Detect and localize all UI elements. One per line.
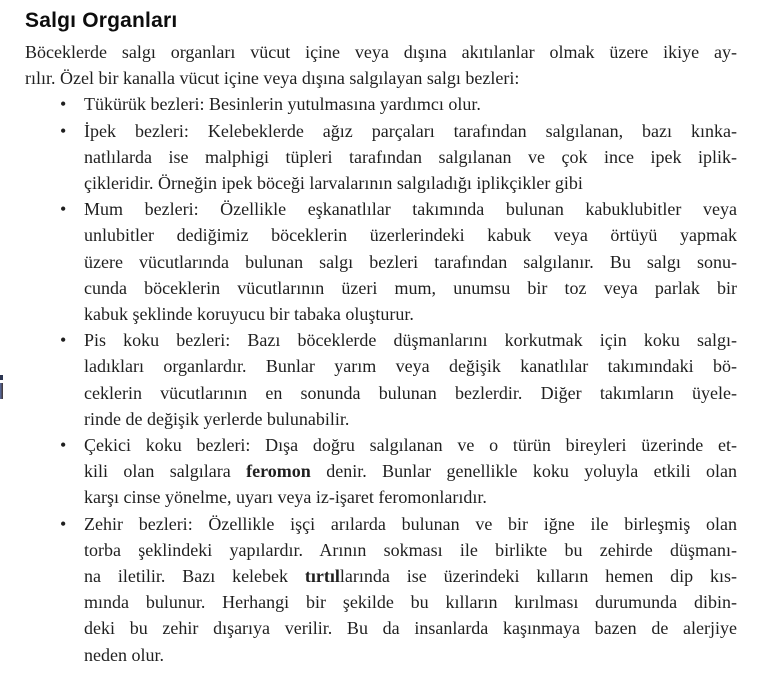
list-item-line: ladıkları organlardır. Bunlar yarım veya değişik kanatlılar takımındaki bö-: [84, 356, 737, 377]
list-item-tukuruk-bezleri: [25, 91, 737, 117]
list-item-pis-koku-bezleri: [25, 327, 737, 432]
list-item-line: karşı cinse yönelme, uyarı veya iz-işaret feromonlarıdır.: [84, 487, 487, 508]
list-item-cekici-koku-bezleri: [25, 432, 737, 511]
bullet-marker: •: [60, 513, 67, 534]
line-text: denir. Bunlar genellikle koku yoluyla etkili olan: [310, 461, 737, 482]
intro-paragraph: [25, 39, 737, 91]
bullet-marker: •: [60, 199, 67, 220]
list-item-line: deki bu zehir dışarıya verilir. Bu da insanlarda kaşınmaya bazen de alerjiye: [84, 618, 737, 639]
list-item-line: neden olur.: [84, 644, 164, 665]
list-item-line: İpek bezleri: Kelebeklerde ağız parçaları tarafından salgılanan, bazı kınka-: [84, 120, 737, 141]
list-item-line: çikleridir. Örneğin ipek böceği larvalarının salgıladığı iplikçikler gibi: [84, 173, 583, 194]
line-text: na iletilir. Bazı kelebek: [84, 566, 305, 587]
list-item-line: rinde de değişik yerlerde bulunabilir.: [84, 408, 350, 429]
artifact-dot: [0, 375, 3, 380]
page-content: [25, 8, 737, 668]
list-item-mum-bezleri: [25, 196, 737, 327]
intro-line: rılır. Özel bir kanalla vücut içine veya dışına salgılayan salgı bezleri:: [25, 68, 520, 89]
list-item-line: üzere vücutlarında bulunan salgı bezleri tarafından salgılanır. Bu salgı sonu-: [84, 251, 737, 272]
page-title: Salgı Organları: [25, 9, 178, 32]
bullet-marker: •: [60, 94, 67, 115]
list-item-line: Pis koku bezleri: Bazı böceklerde düşmanlarını korkutmak için koku salgı-: [84, 330, 737, 351]
bullet-marker: •: [60, 330, 67, 351]
artifact-stem: [0, 383, 3, 399]
list-item-zehir-bezleri: [25, 511, 737, 668]
page-edge-scan-artifact: [0, 375, 4, 401]
emphasized-term-feromon: feromon: [246, 461, 311, 482]
list-item-line: unlubitler dediğimiz böceklerin üzerlerindeki kabuk veya örtüyü yapmak: [84, 225, 737, 246]
list-item-line: [84, 458, 737, 484]
list-item-line: Mum bezleri: Özellikle eşkanatlılar takımında bulunan kabuklubitler veya: [84, 199, 737, 220]
list-item-line: Tükürük bezleri: Besinlerin yutulmasına yardımcı olur.: [84, 94, 481, 115]
emphasized-term-tirtil: tırtıl: [304, 566, 340, 587]
bullet-marker: •: [60, 435, 67, 456]
list-item-line: torba şeklindeki yapılardır. Arının sokması ile birlikte bu zehirde düşmanı-: [84, 539, 737, 560]
list-item-ipek-bezleri: [25, 118, 737, 197]
list-item-line: Çekici koku bezleri: Dışa doğru salgılanan ve o türün bireyleri üzerinde et-: [84, 435, 737, 456]
intro-line: Böceklerde salgı organları vücut içine veya dışına akıtılanlar olmak üzere ikiye ay-: [25, 42, 737, 62]
list-item-line: kabuk şeklinde koruyucu bir tabaka oluşturur.: [84, 304, 414, 325]
list-item-line: natlılarda ise malphigi tüpleri tarafından salgılanan ve çok ince ipek iplik-: [84, 146, 737, 167]
list-item-line: mında bulunur. Herhangi bir şekilde bu kılların kırılması durumunda dibin-: [84, 592, 737, 613]
list-item-line: ceklerin vücutlarının en sonunda bulunan bezlerdir. Diğer takımların üyele-: [84, 382, 737, 403]
list-item-line: cunda böceklerin vücutlarının üzeri mum, unumsu bir toz veya parlak bir: [84, 277, 737, 298]
line-text: kili olan salgılara: [84, 461, 247, 482]
line-text: larında ise üzerindeki kılların hemen dip kıs-: [339, 566, 737, 587]
list-item-line: Zehir bezleri: Özellikle işçi arılarda bulunan ve bir iğne ile birleşmiş olan: [84, 513, 737, 534]
bullet-marker: •: [60, 120, 67, 141]
list-item-line: [84, 563, 737, 589]
